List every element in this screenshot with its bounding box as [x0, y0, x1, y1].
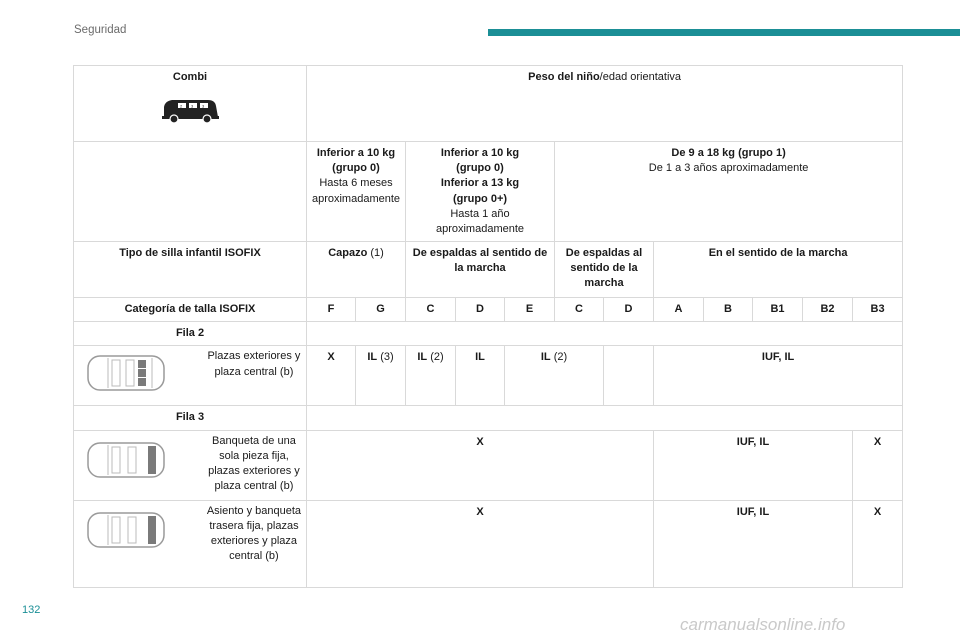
cell-value: IL [367, 351, 378, 364]
section-title: Seguridad [74, 24, 127, 36]
svg-text:3: 3 [202, 103, 205, 109]
cell-value: X [476, 435, 484, 448]
weight-header-bold: Peso del niño [528, 71, 600, 83]
row3a-b3 [853, 430, 903, 500]
group-0plus-cell [406, 142, 555, 242]
row3b-rear [307, 500, 654, 587]
seat-type-label-text: Tipo de silla infantil ISOFIX [119, 247, 261, 260]
row3a-seat-cell [74, 430, 307, 500]
size-value: D [624, 303, 633, 316]
row3b-forward [654, 500, 853, 587]
vehicle-label: Combi [172, 71, 208, 83]
group-1-age: De 1 a 3 años aproximadamente [648, 162, 809, 175]
size-value: F [327, 303, 335, 316]
rear-facing-label-2: De espaldas al sentido de la marcha [565, 247, 643, 290]
forward-facing-cell [654, 242, 903, 298]
rear-facing-cell-2 [555, 242, 654, 298]
row2-e [505, 346, 604, 406]
cell-value: IUF, IL [736, 505, 770, 518]
size-value: B1 [770, 303, 785, 316]
size-cell [654, 298, 704, 322]
car-topview-icon [74, 501, 202, 551]
row3a-data [74, 430, 903, 500]
rear-facing-label: De espaldas al sentido de la marcha [412, 247, 548, 275]
size-category-label-text: Categoría de talla ISOFIX [124, 303, 256, 316]
group-0-title: Inferior a 10 kg (grupo 0) [316, 147, 396, 175]
size-cell [704, 298, 753, 322]
rear-facing-cell [406, 242, 555, 298]
capazo-label: Capazo [328, 247, 368, 260]
header-accent-bar [488, 29, 960, 36]
row2-d2 [604, 346, 654, 406]
row3-label-empty [307, 406, 903, 430]
row2-forward [654, 346, 903, 406]
size-value: D [476, 303, 484, 316]
row2-seat-desc: Plazas exteriores y plaza central (b) [207, 350, 301, 378]
size-cell [604, 298, 654, 322]
row2-label-empty [307, 322, 903, 346]
row2-data [74, 346, 903, 406]
row2-d [456, 346, 505, 406]
cell-value: IL [475, 351, 485, 364]
size-value: E [525, 303, 534, 316]
size-cell [307, 298, 356, 322]
cell-value: X [873, 435, 882, 448]
vehicle-cell [74, 66, 307, 142]
car-topview-icon [74, 431, 202, 481]
row2-f [307, 346, 356, 406]
row3a-forward [654, 430, 853, 500]
size-category-row [74, 298, 903, 322]
group-1-title: De 9 a 18 kg (grupo 1) [671, 147, 786, 159]
van-icon [160, 97, 220, 125]
row3b-b3 [853, 500, 903, 587]
cell-value: IL [417, 351, 428, 364]
size-cell [456, 298, 505, 322]
weight-header-rest: /edad orientativa [599, 71, 682, 83]
size-value: C [575, 303, 583, 316]
size-cell [753, 298, 803, 322]
row3b-data [74, 500, 903, 587]
size-value: B3 [870, 303, 885, 316]
groups-empty [74, 142, 307, 242]
size-value: C [426, 303, 435, 316]
group-0b-title: Inferior a 10 kg (grupo 0) [440, 147, 520, 175]
cell-note: (3) [377, 351, 394, 364]
size-cell [356, 298, 406, 322]
cell-value: X [327, 351, 335, 364]
group-0-cell [307, 142, 406, 242]
row2-label: Fila 2 [175, 327, 205, 340]
group-0plus-title: Inferior a 13 kg (grupo 0+) [440, 177, 520, 205]
capazo-cell [307, 242, 406, 298]
group-0-age: Hasta 6 meses aproximadamente [311, 177, 401, 205]
size-cell [555, 298, 604, 322]
row3-label-cell [74, 406, 307, 430]
group-1-cell [555, 142, 903, 242]
svg-text:2: 2 [180, 103, 183, 109]
size-value: B2 [820, 303, 835, 316]
weight-header [307, 66, 903, 142]
cell-value: X [476, 505, 484, 518]
cell-note: (2) [550, 351, 568, 364]
size-cell [505, 298, 555, 322]
cell-value: X [873, 505, 882, 518]
watermark: carmanualsonline.info [680, 615, 846, 634]
isofix-table [73, 65, 903, 588]
capazo-note: (1) [367, 247, 384, 260]
row3b-seat-cell [74, 500, 307, 587]
row2-c [406, 346, 456, 406]
row2-g [356, 346, 406, 406]
row3a-rear [307, 430, 654, 500]
cell-value: IUF, IL [736, 435, 770, 448]
size-value: A [674, 303, 683, 316]
svg-text:3: 3 [191, 103, 194, 109]
row3b-seat-desc: Asiento y banqueta trasera fija, plazas exteriores y plaza central (b) [206, 504, 302, 563]
row2-seat-cell [74, 346, 307, 406]
size-category-label [74, 298, 307, 322]
forward-facing-label: En el sentido de la marcha [708, 247, 848, 260]
size-cell [406, 298, 456, 322]
cell-note: (2) [427, 351, 444, 364]
page-number: 132 [22, 604, 41, 616]
group-0plus-age: Hasta 1 año aproximadamente [435, 207, 525, 235]
row2-label-cell [74, 322, 307, 346]
row3-label: Fila 3 [175, 411, 205, 424]
size-value: B [724, 303, 732, 316]
size-cell [803, 298, 853, 322]
size-value: G [376, 303, 385, 316]
size-cell [853, 298, 903, 322]
seat-type-label [74, 242, 307, 298]
cell-value: IUF, IL [761, 351, 795, 364]
car-topview-icon [74, 346, 202, 394]
cell-value: IL [540, 351, 551, 364]
row3a-seat-desc: Banqueta de una sola pieza fija, plazas exteriores y plaza central (b) [208, 434, 300, 493]
